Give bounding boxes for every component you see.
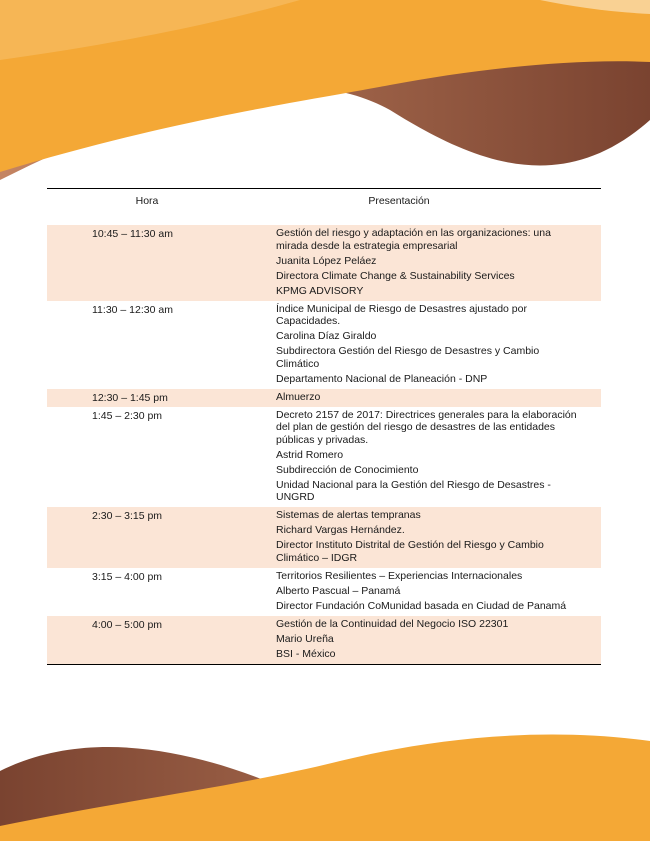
- time-slot: 11:30 – 12:30 am: [92, 303, 173, 316]
- presentation-details: [257, 409, 601, 507]
- presentation-line: Índice Municipal de Riesgo de Desastres ajustado por Capacidades.: [276, 302, 527, 328]
- agenda-row: [47, 225, 601, 301]
- agenda-header: [47, 189, 601, 225]
- agenda-row: [47, 301, 601, 389]
- top-wave-decoration: [0, 0, 650, 190]
- agenda-table: [47, 188, 601, 665]
- presentation-line: Director Fundación CoMunidad basada en Ciudad de Panamá: [276, 599, 567, 612]
- presentation-line: Sistemas de alertas tempranas: [276, 509, 421, 522]
- presentation-line: Unidad Nacional para la Gestión del Riesgo de Desastres - UNGRD: [276, 478, 551, 504]
- presentation-line: Carolina Díaz Giraldo: [276, 330, 377, 343]
- presentation-details: [257, 391, 601, 406]
- presentation-details: [257, 618, 601, 663]
- time-slot: 4:00 – 5:00 pm: [92, 618, 163, 631]
- agenda-row: [47, 568, 601, 616]
- presentation-details: [257, 227, 601, 300]
- time-slot: 3:15 – 4:00 pm: [92, 570, 163, 583]
- presentation-line: Directora Climate Change & Sustainability Services: [276, 269, 515, 282]
- presentacion-header: Presentación: [368, 195, 430, 207]
- agenda-row: [47, 389, 601, 407]
- presentation-details: [257, 570, 601, 615]
- hora-header: Hora: [135, 195, 159, 207]
- presentation-line: Director Instituto Distrital de Gestión del Riesgo y Cambio Climático – IDGR: [276, 539, 544, 564]
- agenda-rows: [47, 225, 601, 664]
- presentation-line: Gestión de la Continuidad del Negocio ISO 22301: [276, 617, 509, 630]
- presentation-line: Decreto 2157 de 2017: Directrices generales para la elaboración del plan de gestión del riesgo de desastres de las entidades públicas y privadas.: [276, 408, 577, 446]
- agenda-row: [47, 616, 601, 664]
- presentation-line: Almuerzo: [276, 390, 321, 403]
- presentation-line: Astrid Romero: [276, 448, 344, 461]
- agenda-row: [47, 507, 601, 568]
- presentation-line: Subdirección de Conocimiento: [276, 463, 419, 476]
- time-slot: 10:45 – 11:30 am: [92, 228, 173, 240]
- presentation-line: KPMG ADVISORY: [276, 284, 364, 297]
- presentation-line: Alberto Pascual – Panamá: [276, 584, 401, 597]
- presentation-line: Richard Vargas Hernández.: [276, 524, 405, 537]
- presentation-line: Subdirectora Gestión del Riesgo de Desastres y Cambio Climático: [276, 345, 540, 370]
- presentation-details: [257, 303, 601, 388]
- presentation-line: Departamento Nacional de Planeación - DNP: [276, 372, 488, 385]
- presentation-details: [257, 509, 601, 567]
- presentation-line: Mario Ureña: [276, 632, 334, 645]
- bottom-wave-decoration: [0, 731, 650, 841]
- presentation-line: Gestión del riesgo y adaptación en las organizaciones: una mirada desde la estrategia empresarial: [276, 227, 551, 252]
- presentation-line: Territorios Resilientes – Experiencias Internacionales: [276, 569, 523, 582]
- agenda-row: [47, 407, 601, 508]
- time-slot: 12:30 – 1:45 pm: [92, 391, 168, 404]
- time-slot: 2:30 – 3:15 pm: [92, 510, 163, 523]
- time-slot: 1:45 – 2:30 pm: [92, 409, 163, 422]
- presentation-line: BSI - México: [276, 647, 336, 660]
- presentation-line: Juanita López Peláez: [276, 254, 377, 267]
